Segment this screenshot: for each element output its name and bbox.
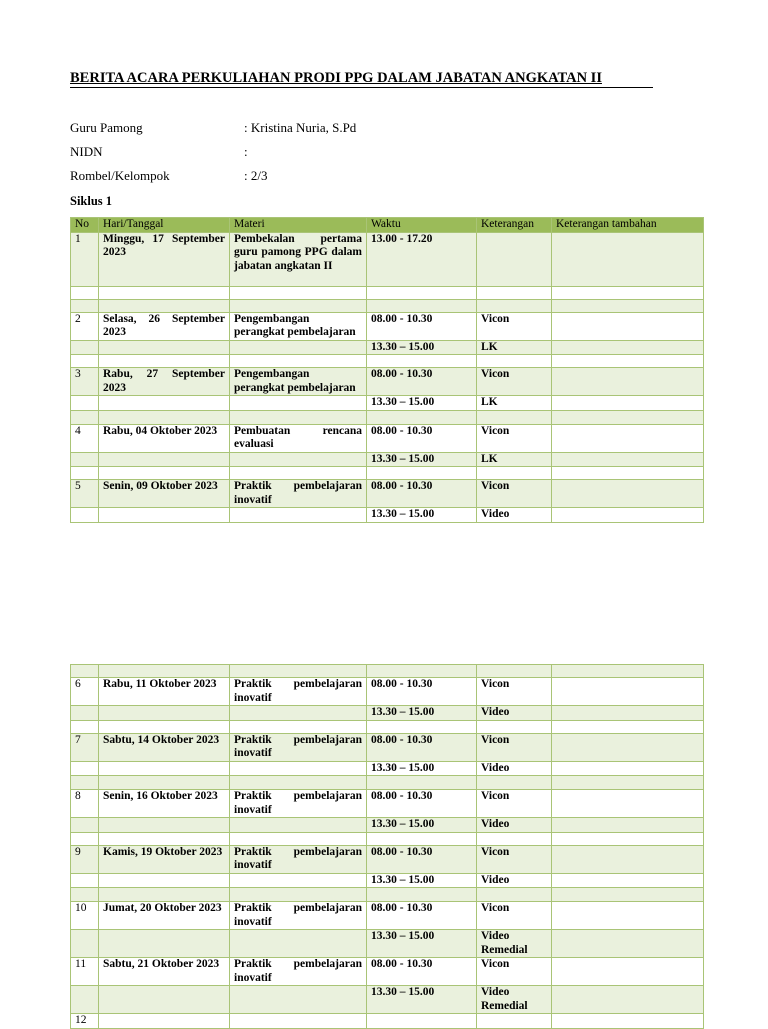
table-row [71, 467, 704, 480]
keterangan-cell: Video [477, 761, 552, 776]
no-cell: 7 [71, 733, 99, 761]
waktu-cell [367, 410, 477, 424]
materi-cell [230, 1014, 367, 1029]
waktu-cell: 08.00 - 10.30 [367, 902, 477, 930]
materi-cell: Praktik pembelajaran inovatif [230, 790, 367, 818]
keterangan-cell [477, 467, 552, 480]
materi-cell [230, 286, 367, 299]
date-cell [99, 888, 230, 902]
keterangan-cell: Vicon [477, 845, 552, 873]
waktu-cell: 13.30 – 15.00 [367, 986, 477, 1014]
date-cell [99, 508, 230, 523]
date-cell [99, 355, 230, 368]
date-cell [99, 761, 230, 776]
no-cell [71, 888, 99, 902]
date-cell [99, 286, 230, 299]
keterangan-cell [477, 232, 552, 286]
keterangan-cell: Vicon [477, 902, 552, 930]
date-cell [99, 665, 230, 678]
table-row [71, 410, 704, 424]
waktu-cell: 13.30 – 15.00 [367, 452, 477, 467]
table-row [71, 845, 704, 873]
keterangan-tambahan-cell [552, 396, 704, 411]
waktu-cell: 08.00 - 10.30 [367, 678, 477, 706]
keterangan-tambahan-cell [552, 720, 704, 733]
date-cell [99, 706, 230, 721]
materi-cell: Praktik pembelajaran inovatif [230, 845, 367, 873]
no-cell: 6 [71, 678, 99, 706]
keterangan-tambahan-cell [552, 467, 704, 480]
waktu-cell [367, 467, 477, 480]
keterangan-tambahan-cell [552, 286, 704, 299]
date-cell [99, 986, 230, 1014]
header-cell-keterangan-tambahan: Keterangan tambahan [552, 218, 704, 233]
materi-cell [230, 396, 367, 411]
waktu-cell [367, 776, 477, 790]
keterangan-cell [477, 888, 552, 902]
waktu-cell: 13.30 – 15.00 [367, 340, 477, 355]
date-cell [99, 873, 230, 888]
keterangan-tambahan-cell [552, 410, 704, 424]
header-cell-keterangan: Keterangan [477, 218, 552, 233]
materi-cell [230, 818, 367, 833]
date-cell: Kamis, 19 Oktober 2023 [99, 845, 230, 873]
date-cell: Minggu, 17 September 2023 [99, 232, 230, 286]
waktu-cell: 08.00 - 10.30 [367, 733, 477, 761]
no-cell [71, 776, 99, 790]
no-cell [71, 508, 99, 523]
info-label: NIDN [70, 144, 103, 159]
keterangan-tambahan-cell [552, 665, 704, 678]
keterangan-tambahan-cell [552, 733, 704, 761]
keterangan-cell: Vicon [477, 733, 552, 761]
table-row [71, 355, 704, 368]
keterangan-cell: LK [477, 340, 552, 355]
no-cell [71, 761, 99, 776]
no-cell [71, 396, 99, 411]
no-cell [71, 452, 99, 467]
table-row [71, 902, 704, 930]
table-row [71, 706, 704, 721]
materi-cell [230, 410, 367, 424]
keterangan-tambahan-cell [552, 480, 704, 508]
schedule-table-1 [70, 217, 704, 523]
waktu-cell: 13.30 – 15.00 [367, 508, 477, 523]
no-cell [71, 665, 99, 678]
keterangan-cell [477, 832, 552, 845]
table-row [71, 958, 704, 986]
header-cell-materi: Materi [230, 218, 367, 233]
info-value: : [244, 144, 248, 159]
keterangan-tambahan-cell [552, 1014, 704, 1029]
table-row [71, 888, 704, 902]
keterangan-cell: Vicon [477, 678, 552, 706]
keterangan-tambahan-cell [552, 888, 704, 902]
materi-cell [230, 776, 367, 790]
materi-cell: Praktik pembelajaran inovatif [230, 902, 367, 930]
date-cell: Senin, 16 Oktober 2023 [99, 790, 230, 818]
table-row [71, 1014, 704, 1029]
materi-cell [230, 873, 367, 888]
keterangan-tambahan-cell [552, 706, 704, 721]
keterangan-cell: Vicon [477, 958, 552, 986]
waktu-cell: 13.30 – 15.00 [367, 818, 477, 833]
table-row [71, 678, 704, 706]
date-cell: Sabtu, 21 Oktober 2023 [99, 958, 230, 986]
keterangan-tambahan-cell [552, 845, 704, 873]
waktu-cell: 13.30 – 15.00 [367, 873, 477, 888]
keterangan-cell [477, 355, 552, 368]
keterangan-tambahan-cell [552, 452, 704, 467]
materi-cell: Praktik pembelajaran inovatif [230, 480, 367, 508]
table-row [71, 761, 704, 776]
table-row [71, 299, 704, 312]
table-row [71, 368, 704, 396]
no-cell [71, 340, 99, 355]
no-cell [71, 467, 99, 480]
waktu-cell: 08.00 - 10.30 [367, 424, 477, 452]
table-row [71, 733, 704, 761]
date-cell [99, 340, 230, 355]
date-cell: Senin, 09 Oktober 2023 [99, 480, 230, 508]
table-row [71, 832, 704, 845]
table-row [71, 508, 704, 523]
waktu-cell [367, 286, 477, 299]
no-cell [71, 986, 99, 1014]
date-cell: Selasa, 26 September 2023 [99, 312, 230, 340]
keterangan-cell: Video Remedial [477, 930, 552, 958]
section-heading-siklus: Siklus 1 [70, 194, 113, 208]
table-row [71, 340, 704, 355]
date-cell [99, 467, 230, 480]
schedule-table-2 [70, 664, 704, 1029]
no-cell: 10 [71, 902, 99, 930]
document-title: BERITA ACARA PERKULIAHAN PRODI PPG DALAM JABATAN ANGKATAN II [70, 69, 653, 88]
date-cell [99, 410, 230, 424]
date-cell [99, 1014, 230, 1029]
waktu-cell [367, 888, 477, 902]
header-cell-waktu: Waktu [367, 218, 477, 233]
keterangan-tambahan-cell [552, 232, 704, 286]
materi-cell: Pengembangan perangkat pembelajaran [230, 368, 367, 396]
materi-cell [230, 706, 367, 721]
date-cell [99, 299, 230, 312]
table-row [71, 452, 704, 467]
date-cell [99, 720, 230, 733]
materi-cell [230, 720, 367, 733]
table-row [71, 776, 704, 790]
materi-cell [230, 299, 367, 312]
table-header-row [71, 218, 704, 233]
materi-cell: Praktik pembelajaran inovatif [230, 678, 367, 706]
no-cell [71, 930, 99, 958]
no-cell: 2 [71, 312, 99, 340]
keterangan-cell: Vicon [477, 790, 552, 818]
keterangan-cell [477, 299, 552, 312]
keterangan-tambahan-cell [552, 340, 704, 355]
waktu-cell: 08.00 - 10.30 [367, 845, 477, 873]
keterangan-tambahan-cell [552, 761, 704, 776]
no-cell [71, 706, 99, 721]
waktu-cell [367, 299, 477, 312]
materi-cell [230, 930, 367, 958]
materi-cell [230, 832, 367, 845]
no-cell [71, 299, 99, 312]
waktu-cell: 13.30 – 15.00 [367, 706, 477, 721]
header-cell-tanggal: Hari/Tanggal [99, 218, 230, 233]
waktu-cell [367, 355, 477, 368]
keterangan-tambahan-cell [552, 873, 704, 888]
waktu-cell [367, 665, 477, 678]
keterangan-tambahan-cell [552, 986, 704, 1014]
table-row [71, 930, 704, 958]
keterangan-cell: Video [477, 873, 552, 888]
keterangan-tambahan-cell [552, 832, 704, 845]
keterangan-cell: Vicon [477, 480, 552, 508]
no-cell: 1 [71, 232, 99, 286]
no-cell: 3 [71, 368, 99, 396]
keterangan-cell [477, 1014, 552, 1029]
keterangan-cell: LK [477, 452, 552, 467]
waktu-cell: 08.00 - 10.30 [367, 480, 477, 508]
keterangan-tambahan-cell [552, 902, 704, 930]
keterangan-cell: Video [477, 508, 552, 523]
info-label: Rombel/Kelompok [70, 168, 170, 183]
no-cell: 9 [71, 845, 99, 873]
waktu-cell: 13.30 – 15.00 [367, 761, 477, 776]
keterangan-cell [477, 286, 552, 299]
waktu-cell [367, 1014, 477, 1029]
info-value: : 2/3 [244, 168, 268, 183]
materi-cell [230, 761, 367, 776]
no-cell [71, 286, 99, 299]
waktu-cell: 08.00 - 10.30 [367, 958, 477, 986]
no-cell [71, 832, 99, 845]
waktu-cell [367, 832, 477, 845]
date-cell [99, 818, 230, 833]
keterangan-cell: Video [477, 706, 552, 721]
no-cell [71, 355, 99, 368]
materi-cell [230, 355, 367, 368]
table-row [71, 480, 704, 508]
table-row [71, 232, 704, 286]
keterangan-tambahan-cell [552, 678, 704, 706]
waktu-cell [367, 720, 477, 733]
materi-cell: Praktik pembelajaran inovatif [230, 733, 367, 761]
date-cell [99, 396, 230, 411]
no-cell: 12 [71, 1014, 99, 1029]
materi-cell [230, 888, 367, 902]
date-cell: Sabtu, 14 Oktober 2023 [99, 733, 230, 761]
keterangan-cell: Vicon [477, 424, 552, 452]
materi-cell [230, 665, 367, 678]
keterangan-cell: LK [477, 396, 552, 411]
no-cell: 8 [71, 790, 99, 818]
info-label: Guru Pamong [70, 120, 143, 135]
table-row [71, 818, 704, 833]
date-cell: Jumat, 20 Oktober 2023 [99, 902, 230, 930]
keterangan-cell: Video [477, 818, 552, 833]
keterangan-tambahan-cell [552, 958, 704, 986]
date-cell [99, 832, 230, 845]
date-cell: Rabu, 27 September 2023 [99, 368, 230, 396]
waktu-cell: 08.00 - 10.30 [367, 312, 477, 340]
no-cell [71, 720, 99, 733]
waktu-cell: 08.00 - 10.30 [367, 790, 477, 818]
info-value: : Kristina Nuria, S.Pd [244, 120, 357, 135]
date-cell: Rabu, 04 Oktober 2023 [99, 424, 230, 452]
keterangan-cell [477, 776, 552, 790]
materi-cell: Praktik pembelajaran inovatif [230, 958, 367, 986]
table-row [71, 665, 704, 678]
keterangan-tambahan-cell [552, 368, 704, 396]
materi-cell: Pembekalan pertama guru pamong PPG dalam jabatan angkatan II [230, 232, 367, 286]
materi-cell [230, 508, 367, 523]
keterangan-tambahan-cell [552, 776, 704, 790]
keterangan-tambahan-cell [552, 508, 704, 523]
materi-cell: Pengembangan perangkat pembelajaran [230, 312, 367, 340]
table-row [71, 986, 704, 1014]
no-cell: 11 [71, 958, 99, 986]
no-cell [71, 873, 99, 888]
keterangan-cell [477, 665, 552, 678]
keterangan-tambahan-cell [552, 930, 704, 958]
table-row [71, 720, 704, 733]
keterangan-tambahan-cell [552, 424, 704, 452]
materi-cell [230, 452, 367, 467]
keterangan-cell [477, 720, 552, 733]
no-cell [71, 818, 99, 833]
keterangan-cell [477, 410, 552, 424]
table-row [71, 790, 704, 818]
table-row [71, 286, 704, 299]
keterangan-tambahan-cell [552, 312, 704, 340]
header-cell-no: No [71, 218, 99, 233]
materi-cell: Pembuatan rencana evaluasi [230, 424, 367, 452]
date-cell [99, 452, 230, 467]
waktu-cell: 13.00 - 17.20 [367, 232, 477, 286]
keterangan-cell: Vicon [477, 312, 552, 340]
keterangan-cell: Vicon [477, 368, 552, 396]
keterangan-tambahan-cell [552, 355, 704, 368]
table-row [71, 312, 704, 340]
materi-cell [230, 340, 367, 355]
keterangan-tambahan-cell [552, 790, 704, 818]
waktu-cell: 13.30 – 15.00 [367, 930, 477, 958]
date-cell [99, 776, 230, 790]
date-cell [99, 930, 230, 958]
keterangan-tambahan-cell [552, 818, 704, 833]
waktu-cell: 08.00 - 10.30 [367, 368, 477, 396]
waktu-cell: 13.30 – 15.00 [367, 396, 477, 411]
no-cell: 5 [71, 480, 99, 508]
table-row [71, 396, 704, 411]
no-cell [71, 410, 99, 424]
date-cell: Rabu, 11 Oktober 2023 [99, 678, 230, 706]
table-row [71, 873, 704, 888]
table-row [71, 424, 704, 452]
materi-cell [230, 986, 367, 1014]
no-cell: 4 [71, 424, 99, 452]
materi-cell [230, 467, 367, 480]
keterangan-tambahan-cell [552, 299, 704, 312]
keterangan-cell: Video Remedial [477, 986, 552, 1014]
